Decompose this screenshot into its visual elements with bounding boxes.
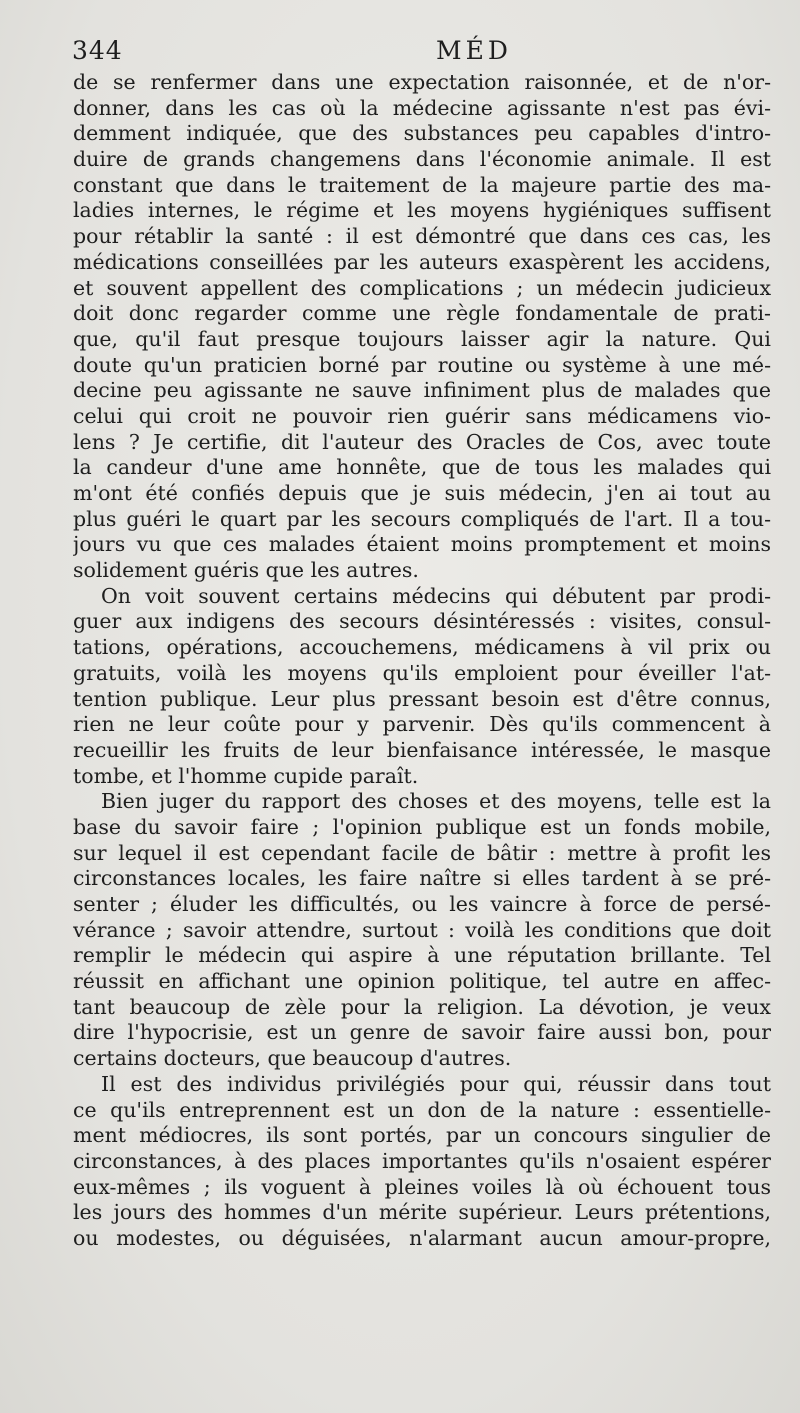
text-line: decine peu agissante ne sauve infiniment plus de malades que	[73, 378, 771, 403]
text-line: de se renfermer dans une expectation raisonnée, et de n'or-	[73, 70, 771, 94]
text-line: plus guéri le quart par les secours compliqués de l'art. Il a tou-	[73, 506, 771, 531]
text-line: donner, dans les cas où la médecine agissante n'est pas évi-	[73, 95, 771, 120]
text-line: ladies internes, le régime et les moyens hygiéniques suffisent	[73, 198, 771, 223]
text-line: m'ont été confiés depuis que je suis médecin, j'en ai tout au	[73, 481, 771, 505]
text-line: les jours des hommes d'un mérite supérieur. Leurs prétentions,	[73, 1200, 771, 1225]
text-line: circonstances locales, les faire naître si elles tardent à se pré-	[73, 866, 771, 891]
text-line: demment indiquée, que des substances peu capables d'intro-	[73, 121, 771, 146]
text-line: sur lequel il est cependant facile de bâtir : mettre à profit les	[73, 840, 771, 865]
text-line: doute qu'un praticien borné par routine ou système à une mé-	[73, 352, 771, 377]
text-line: ce qu'ils entreprennent est un don de la nature : essentielle-	[73, 1097, 771, 1122]
text-line: tention publique. Leur plus pressant besoin est d'être connus,	[73, 686, 771, 711]
text-line: la candeur d'une ame honnête, que de tous les malades qui	[73, 455, 771, 480]
running-head: MÉD	[436, 36, 512, 65]
text-line: gratuits, voilà les moyens qu'ils emploient pour éveiller l'at-	[73, 660, 771, 685]
text-line: médications conseillées par les auteurs exaspèrent les accidens,	[73, 249, 771, 274]
text-line: solidement guéris que les autres.	[73, 558, 419, 583]
body-text	[73, 70, 771, 1252]
text-line: On voit souvent certains médecins qui débutent par prodi-	[101, 583, 771, 608]
text-line: Il est des individus privilégiés pour qui, réussir dans tout	[101, 1071, 771, 1096]
text-line: rien ne leur coûte pour y parvenir. Dès qu'ils commencent à	[73, 712, 771, 737]
text-line: que, qu'il faut presque toujours laisser agir la nature. Qui	[73, 326, 771, 351]
text-line: ou modestes, ou déguisées, n'alarmant aucun amour-propre,	[73, 1225, 771, 1250]
text-line: recueillir les fruits de leur bienfaisance intéressée, le masque	[73, 737, 771, 762]
text-line: réussit en affichant une opinion politique, tel autre en affec-	[73, 969, 771, 994]
text-line: duire de grands changemens dans l'économie animale. Il est	[73, 147, 771, 172]
text-line: tations, opérations, accouchemens, médicamens à vil prix ou	[73, 635, 771, 660]
text-line: ment médiocres, ils sont portés, par un concours singulier de	[73, 1123, 771, 1148]
page-number: 344	[72, 36, 123, 65]
text-line: Bien juger du rapport des choses et des moyens, telle est la	[101, 789, 771, 814]
text-line: pour rétablir la santé : il est démontré que dans ces cas, les	[73, 224, 771, 249]
text-line: jours vu que ces malades étaient moins promptement et moins	[73, 532, 771, 557]
text-line: doit donc regarder comme une règle fondamentale de prati-	[73, 301, 771, 326]
text-line: tant beaucoup de zèle pour la religion. La dévotion, je veux	[73, 994, 771, 1019]
text-line: et souvent appellent des complications ; un médecin judicieux	[73, 275, 771, 300]
text-line: base du savoir faire ; l'opinion publique est un fonds mobile,	[73, 814, 771, 839]
text-line: senter ; éluder les difficultés, ou les vaincre à force de persé-	[73, 892, 771, 916]
page-header	[72, 36, 772, 72]
text-line: vérance ; savoir attendre, surtout : voilà les conditions que doit	[73, 917, 771, 942]
text-line: eux-mêmes ; ils voguent à pleines voiles là où échouent tous	[73, 1174, 771, 1199]
text-line: certains docteurs, que beaucoup d'autres.	[73, 1046, 512, 1071]
text-line: remplir le médecin qui aspire à une réputation brillante. Tel	[73, 943, 771, 968]
text-line: tombe, et l'homme cupide paraît.	[73, 763, 419, 788]
text-line: celui qui croit ne pouvoir rien guérir sans médicamens vio-	[73, 403, 771, 428]
text-line: lens ? Je certifie, dit l'auteur des Oracles de Cos, avec toute	[73, 429, 771, 454]
text-line: guer aux indigens des secours désintéressés : visites, consul-	[73, 609, 771, 634]
text-line: constant que dans le traitement de la majeure partie des ma-	[73, 172, 771, 197]
text-line: circonstances, à des places importantes qu'ils n'osaient espérer	[73, 1148, 771, 1173]
text-line: dire l'hypocrisie, est un genre de savoir faire aussi bon, pour	[73, 1020, 771, 1045]
